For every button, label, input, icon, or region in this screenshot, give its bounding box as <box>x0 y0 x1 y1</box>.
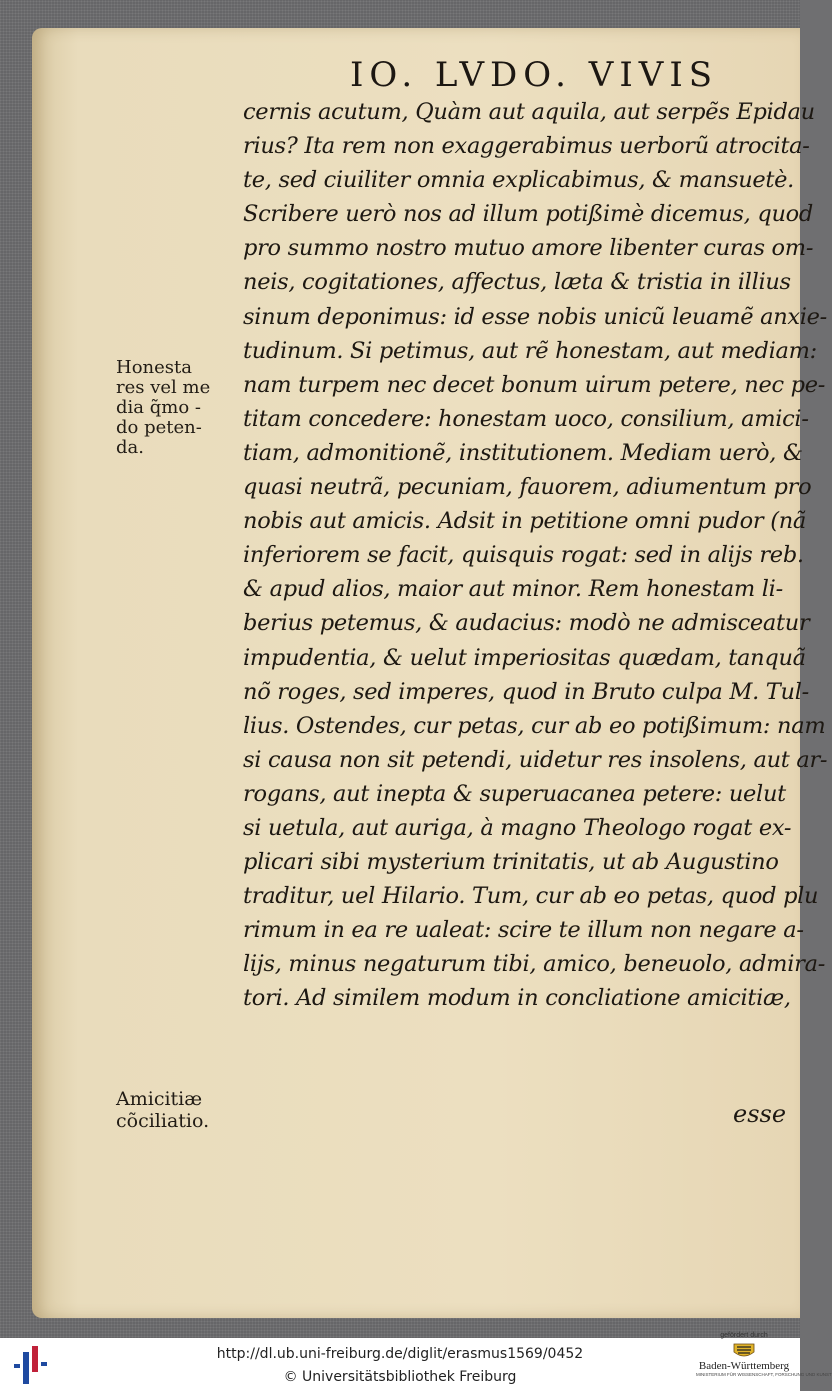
permalink-url[interactable]: http://dl.ub.uni-freiburg.de/diglit/erasmus1569/0452 <box>216 1346 584 1362</box>
text-line: rius? Ita rem non exaggerabimus uerborũ atrocita- <box>243 133 810 160</box>
text-line: inferiorem se facit, quisquis rogat: sed in alijs reb. <box>243 542 804 569</box>
text-line: Scribere uerò nos ad illum potißimè dicemus, quod <box>243 201 813 228</box>
text-line: neis, cogitationes, affectus, læta & tristia in illius <box>243 269 791 296</box>
margin-note-line: da. <box>116 437 144 458</box>
text-line: si causa non sit petendi, uidetur res insolens, aut ar- <box>243 746 828 773</box>
text-line: quasi neutrã, pecuniam, fauorem, adiumentum pro <box>243 474 812 501</box>
text-line: sinum deponimus: id esse nobis unicũ leuamẽ anxie- <box>243 303 827 330</box>
sponsor-name: Baden-Württemberg <box>698 1360 790 1372</box>
text-line: nobis aut amicis. Adsit in petitione omni pudor (nã <box>243 508 807 535</box>
text-line: nõ roges, sed imperes, quod in Bruto culpa M. Tul- <box>243 678 809 705</box>
footer-bar <box>0 1332 832 1391</box>
text-line: rogans, aut inepta & superuacanea petere: uelut <box>243 780 786 807</box>
margin-note-line: Amicitiæ <box>116 1088 203 1110</box>
text-line: plicari sibi mysterium trinitatis, ut ab Augustino <box>243 849 779 876</box>
sponsor-block <box>696 1332 832 1378</box>
text-line: nam turpem nec decet bonum uirum petere, nec pe- <box>243 371 826 398</box>
text-line: lius. Ostendes, cur petas, cur ab eo potißimum: nam <box>243 712 826 739</box>
text-line: tudinum. Si petimus, aut rẽ honestam, aut mediam: <box>243 337 817 364</box>
sponsor-subtitle: MINISTERIUM FÜR WISSENSCHAFT, FORSCHUNG UND KUNST <box>696 1372 832 1377</box>
catchword: esse <box>733 1100 787 1128</box>
text-line: si uetula, aut auriga, à magno Theologo rogat ex- <box>243 814 792 841</box>
text-line: impudentia, & uelut imperiositas quædam, tanquã <box>243 644 806 671</box>
margin-note-line: do peten- <box>116 417 202 438</box>
text-line: pro summo nostro mutuo amore libenter curas om- <box>243 235 814 262</box>
text-line: te, sed ciuiliter omnia explicabimus, & mansuetè. <box>243 167 795 194</box>
text-line: lijs, minus negaturum tibi, amico, beneuolo, admira- <box>243 951 825 978</box>
text-line: titam concedere: honestam uoco, consilium, amici- <box>243 405 809 432</box>
margin-note-honesta <box>116 358 210 458</box>
text-line: tori. Ad similem modum in concliatione amicitiæ, <box>243 985 791 1012</box>
text-line: berius petemus, & audacius: modò ne admisceatur <box>243 610 810 637</box>
coat-of-arms-icon <box>731 1342 757 1360</box>
margin-note-line: dia q̃mo - <box>116 397 201 418</box>
text-line: tiam, admonitionẽ, institutionem. Mediam uerò, & <box>243 439 803 466</box>
text-line: rimum in ea re ualeat: scire te illum non negare a- <box>243 917 804 944</box>
copyright-notice: © Universitätsbibliothek Freiburg <box>283 1369 517 1385</box>
running-head: IO. LVDO. VIVIS <box>350 55 719 95</box>
text-line: cernis acutum, Quàm aut aquila, aut serpẽs Epidau <box>243 99 815 125</box>
main-text <box>243 95 828 1016</box>
margin-note-amicitiae <box>116 1088 209 1132</box>
margin-note-line: cõciliatio. <box>116 1110 210 1132</box>
sponsor-label: gefördert durch <box>720 1332 768 1339</box>
margin-note-line: Honesta <box>116 357 192 378</box>
margin-note-line: res vel me <box>116 377 211 398</box>
text-line: traditur, uel Hilario. Tum, cur ab eo petas, quod plu <box>243 883 819 910</box>
text-line: & apud alios, maior aut minor. Rem honestam li- <box>243 576 783 603</box>
